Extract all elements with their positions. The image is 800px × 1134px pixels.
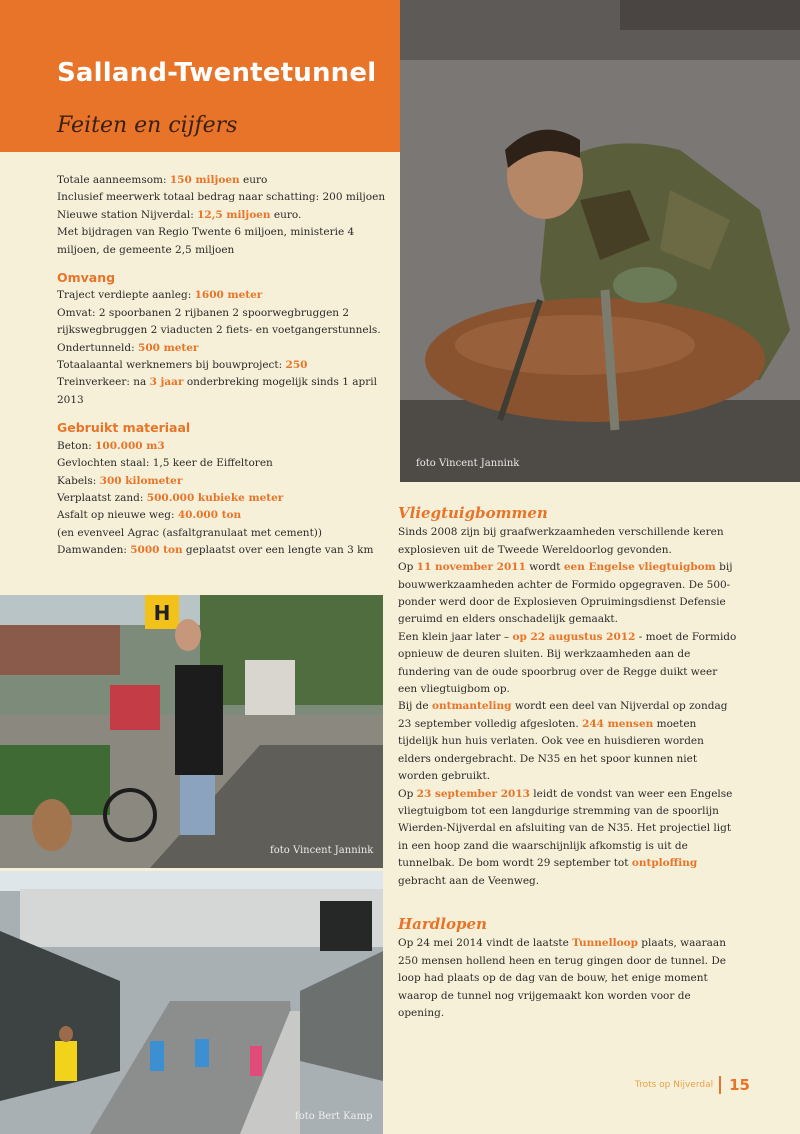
- vliegtuigbommen-text: [398, 524, 738, 890]
- fact-highlight: 500 meter: [138, 341, 199, 354]
- soldier-illustration: [400, 0, 800, 482]
- text-run: leidt de vondst van weer een Engelse vliegtuigbom tot een langdurige stremming van de spoorlijn Wierden-Nijverdal en afsluiting van de N35. Het projectiel ligt in een hoop zand die waarschijnlijk afkomstig is uit de tunnelbak. De bom wordt 29 september tot: [398, 787, 733, 870]
- fact-text: Omvat: 2 spoorbanen 2 rijbanen 2 spoorwegbruggen 2 rijkswegbruggen 2 viaducten 2 fiets- en voetgangerstunnels.: [57, 306, 381, 337]
- fact-text: Traject verdiepte aanleg:: [57, 289, 195, 302]
- fact-highlight: 100.000 m3: [95, 439, 165, 452]
- section-heading-materiaal: Gebruikt materiaal: [57, 420, 191, 436]
- fact-line: [57, 525, 387, 542]
- fact-text: Gevlochten staal: 1,5 keer de Eiffeltoren: [57, 457, 273, 470]
- fact-highlight: 250: [285, 359, 308, 372]
- text-highlight: 244 mensen: [582, 717, 654, 730]
- text-highlight: Tunnelloop: [572, 937, 638, 950]
- fact-text: Ondertunneld:: [57, 341, 139, 354]
- text-run: wordt: [525, 561, 564, 574]
- text-run: moeten tijdelijk hun huis verlaten. Ook vee en huisdieren worden elders ondergebracht. De N35 en het spoor kunnen niet worden gebruikt.: [398, 717, 704, 783]
- page-subtitle: Feiten en cijfers: [57, 113, 238, 138]
- text-highlight: 11 november 2011: [416, 561, 526, 574]
- photo-soldier-bomb: [400, 0, 800, 482]
- fact-text: Beton:: [57, 439, 96, 452]
- fact-highlight: 300 kilometer: [99, 474, 183, 487]
- facts-column: [57, 172, 387, 560]
- fact-highlight: 500.000 kubieke meter: [146, 491, 284, 504]
- fact-text: Totaalaantal werknemers bij bouwproject:: [57, 359, 286, 372]
- paragraph: [398, 935, 738, 1022]
- fact-line: [57, 542, 387, 559]
- text-run: Op: [398, 561, 417, 574]
- intro-facts: [57, 172, 387, 259]
- fact-text: Nieuwe station Nijverdal:: [57, 208, 198, 221]
- fact-highlight: 150 miljoen: [169, 174, 240, 186]
- fact-line: [57, 189, 387, 206]
- fact-text: Totale aanneemsom:: [57, 174, 170, 186]
- fact-line: [57, 357, 387, 374]
- paragraph: [398, 524, 738, 559]
- fact-line: [57, 340, 387, 357]
- fact-text: Damwanden:: [57, 544, 131, 557]
- fact-text: Verplaatst zand:: [57, 491, 147, 504]
- footer-divider: [719, 1076, 721, 1094]
- text-run: - moet de Formido opnieuw de deuren sluiten. Bij werkzaamheden aan de fundering van de oude spoorbrug over de Regge duikt weer een vliegtuigbom op.: [398, 630, 737, 696]
- fact-text: (en evenveel Agrac (asfaltgranulaat met cement)): [57, 526, 322, 539]
- fact-highlight: 12,5 miljoen: [197, 208, 271, 221]
- section-heading-hardlopen: Hardlopen: [398, 914, 487, 933]
- text-run: Sinds 2008 zijn bij graafwerkzaamheden verschillende keren explosieven uit de Tweede Wereldoorlog gevonden.: [398, 526, 724, 556]
- fact-text: euro.: [270, 208, 302, 221]
- text-run: gebracht aan de Veenweg.: [398, 874, 540, 887]
- paragraph: [398, 698, 738, 785]
- photo-credit-soldier: foto Vincent Jannink: [416, 458, 520, 469]
- street-illustration: [0, 595, 383, 868]
- page-title: Salland-Twentetunnel: [57, 58, 377, 88]
- fact-line: [57, 305, 387, 340]
- text-run: wordt een deel van Nijverdal op zondag 23 september volledig afgesloten.: [398, 700, 728, 730]
- page-number: 15: [729, 1076, 750, 1094]
- paragraph: [398, 786, 738, 890]
- text-run: Bij de: [398, 700, 432, 713]
- fact-text: euro: [239, 174, 268, 186]
- paragraph: [398, 629, 738, 699]
- hardlopen-text: [398, 935, 738, 1022]
- fact-text: onderbreking mogelijk sinds 1 april 2013: [57, 376, 377, 406]
- fact-line: [57, 490, 387, 507]
- fact-line: [57, 224, 387, 259]
- text-run: Op 24 mei 2014 vindt de laatste: [398, 937, 573, 950]
- fact-text: Asfalt op nieuwe weg:: [57, 509, 178, 522]
- fact-highlight: 3 jaar: [149, 376, 184, 389]
- photo-credit-street: foto Vincent Jannink: [270, 845, 374, 856]
- photo-street-woman-dog: [0, 595, 383, 868]
- fact-highlight: 1600 meter: [194, 289, 263, 302]
- header-block: [0, 0, 400, 152]
- fact-line: [57, 507, 387, 524]
- fact-highlight: 5000 ton: [130, 544, 183, 557]
- fact-line: [57, 287, 387, 304]
- fact-line: [57, 207, 387, 224]
- fact-line: [57, 374, 387, 409]
- fact-highlight: 40.000 ton: [177, 509, 242, 522]
- fact-text: Inclusief meerwerk totaal bedrag naar schatting: 200 miljoen: [57, 191, 386, 204]
- section-heading-vliegtuigbommen: Vliegtuigbommen: [398, 504, 548, 522]
- materiaal-facts: [57, 438, 387, 560]
- fact-text: Treinverkeer: na: [57, 376, 150, 389]
- omvang-facts: [57, 287, 387, 409]
- text-highlight: 23 september 2013: [416, 787, 530, 800]
- fact-line: [57, 455, 387, 472]
- tunnel-illustration: [0, 871, 383, 1134]
- text-run: bij bouwwerkzaamheden achter de Formido opgegraven. De 500-ponder werd door de Explosieven Opruimingsdienst Defensie geruimd en elders onschadelijk gemaakt.: [398, 561, 733, 626]
- text-highlight: een Engelse vliegtuigbom: [563, 561, 716, 574]
- text-highlight: op 22 augustus 2012: [512, 630, 636, 643]
- section-heading-omvang: Omvang: [57, 270, 116, 286]
- fact-text: geplaatst over een lengte van 3 km: [182, 544, 374, 557]
- fact-text: Kabels:: [57, 474, 100, 487]
- text-run: Op: [398, 787, 417, 800]
- text-run: Een klein jaar later –: [398, 630, 513, 643]
- fact-line: [57, 438, 387, 455]
- fact-line: [57, 473, 387, 490]
- text-highlight: ontploffing: [631, 857, 698, 870]
- stories-column: [398, 505, 738, 1022]
- fact-line: [57, 172, 387, 189]
- paragraph: [398, 559, 738, 629]
- text-run: plaats, waaraan 250 mensen hollend heen en terug gingen door de tunnel. De loop had plaats op de dag van de bouw, het enige moment waarop de tunnel nog vrijgemaakt kon worden voor de opening.: [398, 937, 726, 1019]
- text-highlight: ontmanteling: [431, 700, 512, 713]
- photo-tunnel-runners: [0, 871, 383, 1134]
- footer-brand: Trots op Nijverdal: [634, 1080, 714, 1090]
- photo-credit-tunnel: foto Bert Kamp: [295, 1111, 373, 1122]
- page-footer: [635, 1076, 750, 1094]
- fact-text: Met bijdragen van Regio Twente 6 miljoen, ministerie 4 miljoen, de gemeente 2,5 miljoen: [57, 226, 355, 256]
- svg-text:H: H: [153, 601, 171, 625]
